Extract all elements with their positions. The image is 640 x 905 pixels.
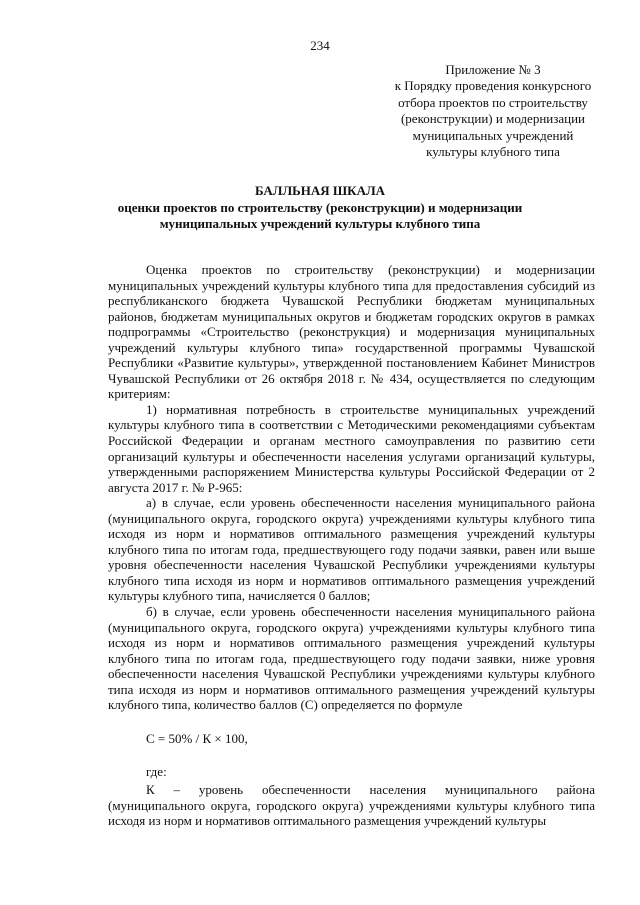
document-body (108, 262, 595, 829)
title-line: муниципальных учреждений культуры клубного типа (159, 216, 481, 232)
appendix-line: Приложение № 3 (445, 62, 541, 77)
appendix-line: к Порядку проведения конкурсного (394, 78, 592, 94)
appendix-line: культуры клубного типа (426, 144, 560, 160)
appendix-line: отбора проектов по строительству (398, 94, 588, 110)
title-line: оценки проектов по строительству (реконструкции) и модернизации (117, 199, 523, 215)
appendix-line: (реконструкции) и модернизации (400, 111, 586, 127)
case-a-paragraph: а) в случае, если уровень обеспеченности населения муниципального района (муниципального округа, городского округа) учреждениями культуры клубного типа исходя из норм и нормативов оптимального размещения учреждений культуры клубного типа по итогам года, предшествующего году подачи заявки, равен или выше уровня обеспеченности населения Чувашской Республики учреждениями культуры клубного типа исходя из норм и нормативов оптимального размещения учреждений культуры клубного типа, начисляется 0 баллов; (108, 495, 595, 604)
appendix-line: муниципальных учреждений (412, 127, 574, 143)
formula: С = 50% / К × 100, (146, 730, 248, 746)
document-title (0, 183, 640, 233)
page-number: 234 (310, 38, 330, 53)
where-label: где: (146, 764, 167, 780)
case-b-paragraph: б) в случае, если уровень обеспеченности населения муниципального района (муниципального округа, городского округа) учреждениями культуры клубного типа исходя из норм и нормативов оптимального размещения учреждений культуры клубного типа по итогам года, предшествующего году подачи заявки, ниже уровня обеспеченности населения Чувашской Республики учреждениями культуры клубного типа исходя из норм и нормативов оптимального размещения учреждений культуры клубного типа, количество баллов (С) определяется по формуле (108, 604, 595, 713)
intro-paragraph: Оценка проектов по строительству (реконструкции) и модернизации муниципальных учреждений культуры клубного типа для предоставления субсидий из республиканского бюджета Чувашской Республики бюджетам муниципальных районов, бюджетам муниципальных округов и бюджетам городских округов в рамках подпрограммы «Строительство (реконструкция) и модернизация муниципальных учреждений культуры клубного типа» государственной программы Чувашской Республики «Развитие культуры», утвержденной постановлением Кабинет Министров Чувашской Республики от 26 октября 2018 г. № 434, осуществляется по следующим критериям: (108, 262, 595, 402)
title-line: БАЛЛЬНАЯ ШКАЛА (254, 183, 386, 198)
appendix-header (372, 62, 614, 160)
criterion-1-paragraph: 1) нормативная потребность в строительстве муниципальных учреждений культуры клубного типа в соответствии с Методическими рекомендациями субъектам Российской Федерации и органам местного самоуправления по развитию сети организаций культуры и обеспеченности населения услугами организаций культуры, утвержденными распоряжением Министерства культуры Российской Федерации от 2 августа 2017 г. № Р-965: (108, 401, 595, 495)
k-definition-paragraph: К – уровень обеспеченности населения муниципального района (муниципального округа, городского округа) учреждениями культуры клубного типа исходя из норм и нормативов оптимального размещения учреждений культуры (108, 781, 595, 829)
